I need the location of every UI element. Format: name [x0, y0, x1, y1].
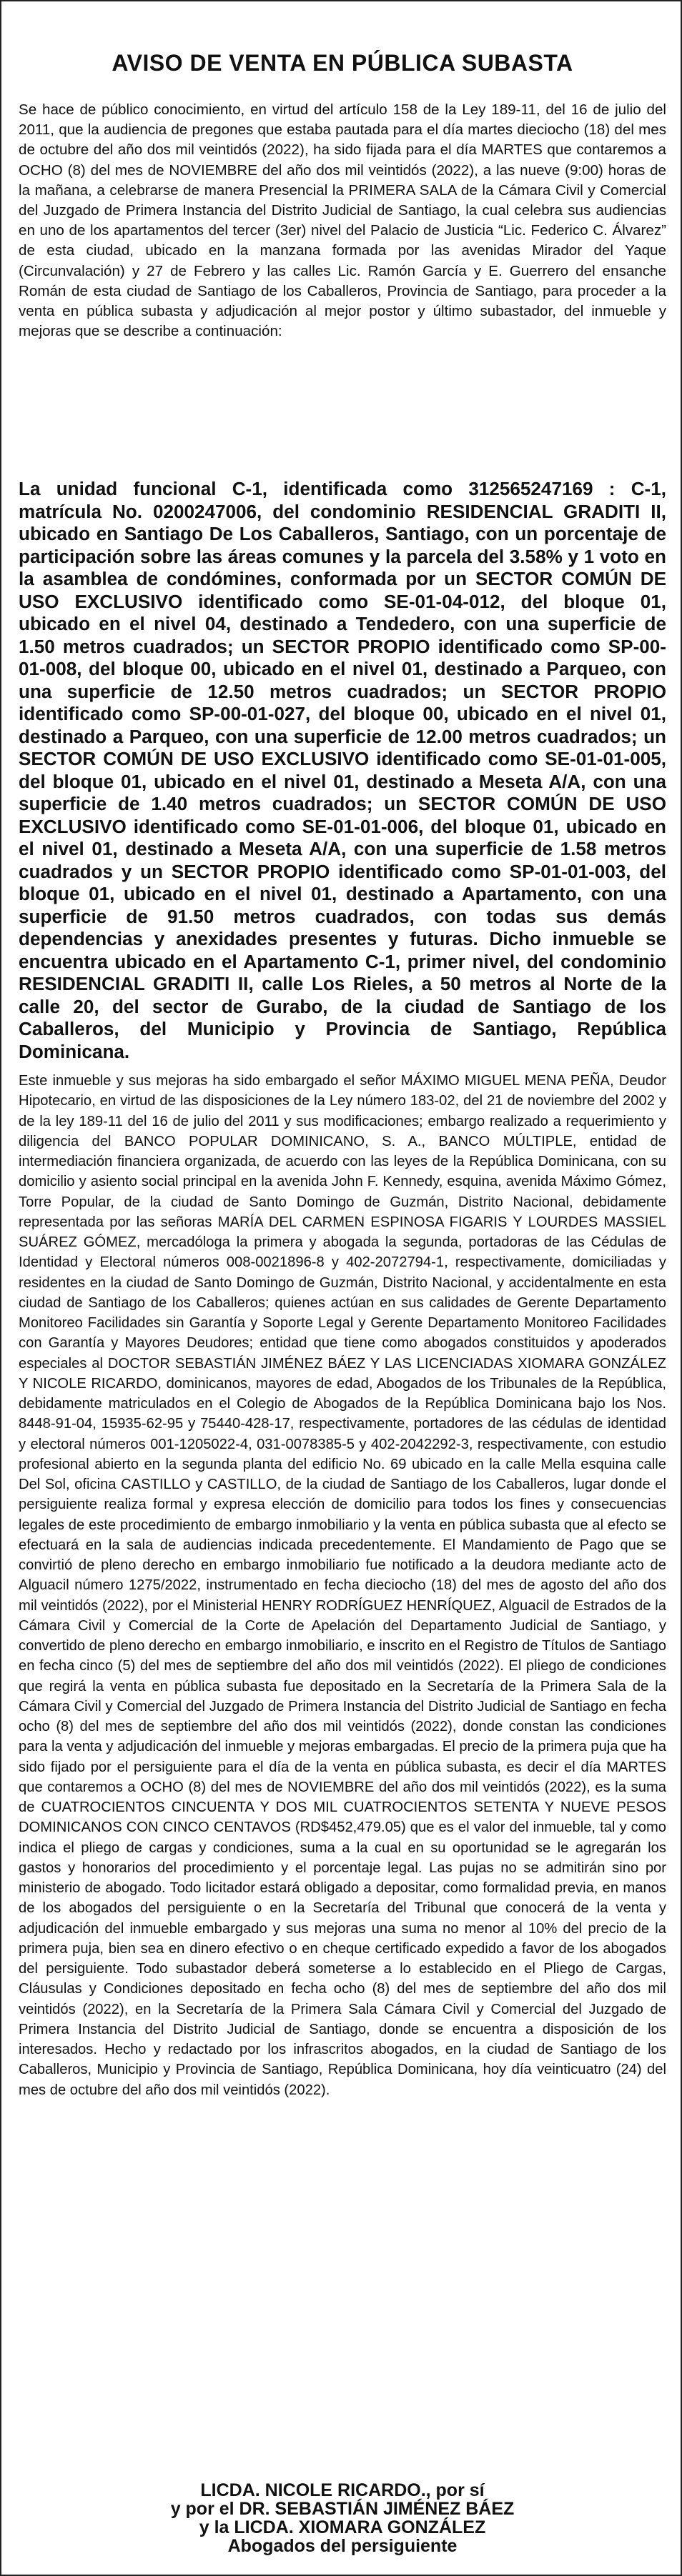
signature-line-3: y la LICDA. XIOMARA GONZÁLEZ — [199, 2517, 486, 2537]
intro-paragraph: Se hace de público conocimiento, en virtud del artículo 158 de la Ley 189-11, del 16 de julio del 2011, que la audiencia de pregones que estaba pautada para el día martes dieciocho (18) del mes de octubre del año dos mil veintidós (2022), ha sido fijada para el día MARTES que contaremos a OCHO (8) del mes de NOVIEMBRE del año dos mil veintidós (2022), a las nueve (9:00) horas de la mañana, a celebrarse de manera Presencial la PRIMERA SALA de la Cámara Civil y Comercial del Juzgado de Primera Instancia del Distrito Judicial de Santiago, la cual celebra sus audiencias en uno de los apartamentos del tercer (3er) nivel del Palacio de Justicia “Lic. Federico C. Álvarez” de esta ciudad, ubicado en la manzana formada por las avenidas Mirador del Yaque (Circunvalación) y 27 de Febrero y las calles Lic. Ramón García y E. Guerrero del ensanche Román de esta ciudad de Santiago de los Caballeros, Provincia de Santiago, para proceder a la venta en pública subasta y adjudicación al mejor postor y último subastador, del inmueble y mejoras que se describe a continuación: — [19, 101, 666, 340]
property-description-paragraph: La unidad funcional C-1, identificada como 312565247169 : C-1, matrícula No. 0200247006, del condominio RESIDENCIAL GRADITI II, ubicado en Santiago De Los Caballeros, Santiago, con un porcentaje de participación sobre las áreas comunes y la parcela del 3.58% y 1 voto en la asamblea de condómines, conformada por un SECTOR COMÚN DE USO EXCLUSIVO identificado como SE-01-04-012, del bloque 01, ubicado en el nivel 04, destinado a Tendedero, con una superficie de 1.50 metros cuadrados; un SECTOR PROPIO identificado como SP-00-01-008, del bloque 00, ubicado en el nivel 01, destinado a Parqueo, con una superficie de 12.50 metros cuadrados; un SECTOR PROPIO identificado como SP-00-01-027, del bloque 00, ubicado en el nivel 01, destinado a Parqueo, con una superficie de 12.00 metros cuadrados; un SECTOR COMÚN DE USO EXCLUSIVO identificado como SE-01-01-005, del bloque 01, ubicado en el nivel 01, destinado a Meseta A/A, con una superficie de 1.40 metros cuadrados; un SECTOR COMÚN DE USO EXCLUSIVO identificado como SE-01-01-006, del bloque 01, ubicado en el nivel 01, destinado a Meseta A/A, con una superficie de 1.58 metros cuadrados y un SECTOR PROPIO identificado como SP-01-01-003, del bloque 01, ubicado en el nivel 01, destinado a Apartamento, con una superficie de 91.50 metros cuadrados, con todas sus demás dependencias y anexidades presentes y futuras. Dicho inmueble se encuentra ubicado en el Apartamento C-1, primer nivel, del condominio RESIDENCIAL GRADITI II, calle Los Rieles, a 50 metros al Norte de la calle 20, del sector de Gurabo, de la ciudad de Santiago de los Caballeros, del Municipio y Provincia de Santiago, República Dominicana. — [19, 478, 666, 1062]
seizure-details-paragraph: Este inmueble y sus mejoras ha sido embargado el señor MÁXIMO MIGUEL MENA PEÑA, Deudor Hipotecario, en virtud de las disposiciones de la Ley número 183-02, del 21 de noviembre del 2002 y de la ley 189-11 del 16 de julio del 2011 y sus modificaciones; embargo realizado a requerimiento y diligencia del BANCO POPULAR DOMINICANO, S. A., BANCO MÚLTIPLE, entidad de intermediación financiera organizada, de acuerdo con las leyes de la República Dominicana, con su domicilio y asiento social principal en la avenida John F. Kennedy, esquina, avenida Máximo Gómez, Torre Popular, de la ciudad de Santo Domingo de Guzmán, Distrito Nacional, debidamente representada por las señoras MARÍA DEL CARMEN ESPINOSA FIGARIS Y LOURDES MASSIEL SUÁREZ GÓMEZ, mercadóloga la primera y abogada la segunda, portadoras de las Cédulas de Identidad y Electoral números 008-0021896-8 y 402-2072794-1, respectivamente, domiciliadas y residentes en la ciudad de Santo Domingo de Guzmán, Distrito Nacional, y accidentalmente en esta ciudad de Santiago de los Caballeros; quienes actúan en sus calidades de Gerente Departamento Monitoreo Facilidades sin Garantía y Soporte Legal y Gerente Departamento Monitoreo Facilidades con Garantía y Mayores Deudores; entidad que tiene como abogados constituidos y apoderados especiales al DOCTOR SEBASTIÁN JIMÉNEZ BÁEZ Y LAS LICENCIADAS XIOMARA GONZÁLEZ Y NICOLE RICARDO, dominicanos, mayores de edad, Abogados de los Tribunales de la República, debidamente matriculados en el Colegio de Abogados de la República Dominicana bajo los Nos. 8448-91-04, 15935-62-95 y 75440-428-17, respectivamente, portadores de las cédulas de identidad y electoral números 001-1205022-4, 031-0078385-5 y 402-2042292-3, respectivamente, con estudio profesional abierto en la segunda planta del edificio No. 69 ubicado en la calle Mella esquina calle Del Sol, oficina CASTILLO y CASTILLO, de la ciudad de Santiago de los Caballeros, lugar donde el persiguiente realiza formal y expresa elección de domicilio para todos los fines y consecuencias legales de este procedimiento de embargo inmobiliario y la venta en pública subasta que al efecto se efectuará en la sala de audiencias indicada precedentemente. El Mandamiento de Pago que se convirtió de pleno derecho en embargo inmobiliario fue notificado a la deudora mediante acto de Alguacil número 1275/2022, instrumentado en fecha dieciocho (18) del mes de agosto del año dos mil veintidós (2022), por el Ministerial HENRY RODRÍGUEZ HENRÍQUEZ, Alguacil de Estrados de la Cámara Civil y Comercial de la Corte de Apelación del Departamento Judicial de Santiago, y convertido de pleno derecho en embargo inmobiliario, e inscrito en el Registro de Títulos de Santiago en fecha cinco (5) del mes de septiembre del año dos mil veintidós (2022). El pliego de condiciones que regirá la venta en pública subasta fue depositado en la Secretaría de la Primera Sala de la Cámara Civil y Comercial del Juzgado de Primera Instancia del Distrito Judicial de Santiago en fecha ocho (8) del mes de septiembre del año dos mil veintidós (2022), donde constan las condiciones para la venta y adjudicación del inmueble y mejoras embargadas. El precio de la primera puja que ha sido fijado por el persiguiente para el día de la venta en pública subasta, es decir el día MARTES que contaremos a OCHO (8) del mes de NOVIEMBRE del año dos mil veintidós (2022), es la suma de CUATROCIENTOS CINCUENTA Y DOS MIL CUATROCIENTOS SETENTA Y NUEVE PESOS DOMINICANOS CON CINCO CENTAVOS (RD$452,479.05) que es el valor del inmueble, tal y como indica el pliego de cargas y condiciones, suma a la cual en su oportunidad se le agregarán los gastos y honorarios del procedimiento y el porcentaje legal. Las pujas no se admitirán sino por ministerio de abogado. Todo licitador estará obligado a depositar, como formalidad previa, en manos de los abogados del persiguiente o en la Secretaría del Tribunal que conocerá de la venta y adjudicación del inmueble embargado y sus mejoras una suma no menor al 10% del precio de la primera puja, bien sea en dinero efectivo o en cheque certificado expedido a favor de los abogados del persiguiente. Todo subastador deberá someterse a lo establecido en el Pliego de Cargas, Cláusulas y Condiciones depositado en fecha ocho (8) del mes de septiembre del año dos mil veintidós (2022), en la Secretaría de la Primera Sala Cámara Civil y Comercial del Juzgado de Primera Instancia del Distrito Judicial de Santiago, donde se encuentra a disposición de los interesados. Hecho y redactado por los infrascritos abogados, en la ciudad de Santiago de los Caballeros, Municipio y Provincia de Santiago, República Dominicana, hoy día veinticuatro (24) del mes de octubre del año dos mil veintidós (2022). — [19, 1073, 666, 2098]
signature-line-1: LICDA. NICOLE RICARDO., por sí — [200, 2480, 485, 2500]
signature-line-2: y por el DR. SEBASTIÁN JIMÉNEZ BÁEZ — [170, 2499, 515, 2519]
signature-line-4: Abogados del persiguiente — [227, 2536, 458, 2556]
signature-block — [1, 2481, 682, 2555]
notice-title: AVISO DE VENTA EN PÚBLICA SUBASTA — [112, 50, 573, 76]
